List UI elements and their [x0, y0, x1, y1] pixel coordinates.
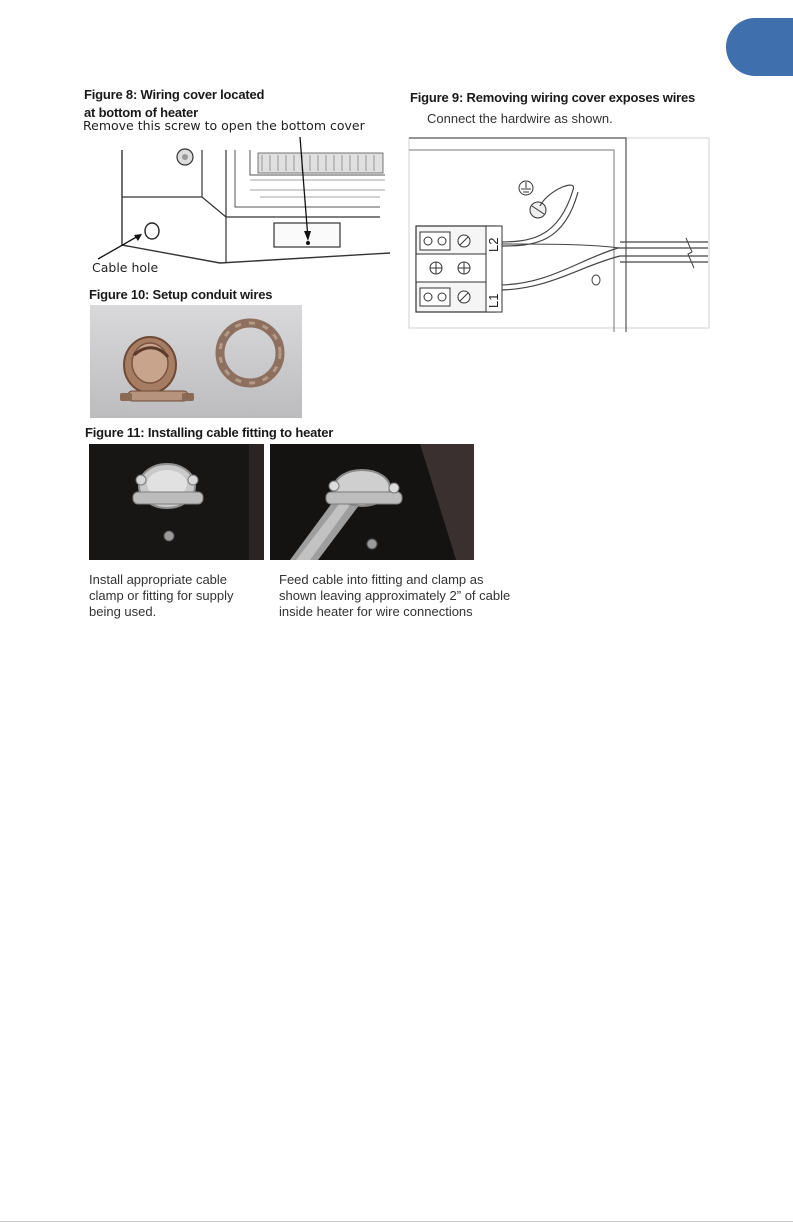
figure-11-photo-left: [89, 444, 264, 560]
figure-10-title: Figure 10: Setup conduit wires: [89, 287, 273, 302]
figure-8-title-line1: Figure 8: Wiring cover located: [84, 87, 265, 102]
figure-9-wiring-diagram: [408, 130, 712, 332]
caption-right-line-3: inside heater for wire connections: [279, 604, 473, 619]
figure-11-caption-right: [279, 572, 510, 620]
figure-8-title: [84, 87, 264, 120]
screw-note: Remove this screw to open the bottom cover: [83, 118, 365, 133]
caption-left-line-3: being used.: [89, 604, 157, 619]
figure-8-heater-illustration: [90, 135, 390, 275]
terminal-l1-label: L1: [486, 293, 501, 308]
figure-11-photo-right: [270, 444, 474, 560]
figure-9-subtitle: Connect the hardwire as shown.: [427, 111, 613, 126]
section-tab: [726, 18, 793, 76]
figure-11-caption-left: [89, 572, 234, 620]
caption-left-line-2: clamp or fitting for supply: [89, 588, 234, 603]
cable-hole-label: Cable hole: [92, 260, 159, 275]
figure-11-title: Figure 11: Installing cable fitting to heater: [85, 425, 334, 440]
figure-10-photo: [90, 305, 302, 418]
terminal-l2-label: L2: [486, 237, 501, 252]
figure-9-title: Figure 9: Removing wiring cover exposes wires: [410, 90, 696, 105]
caption-left-line-1: Install appropriate cable: [89, 572, 228, 587]
figure-8-title-line2: at bottom of heater: [84, 105, 198, 120]
caption-right-line-1: Feed cable into fitting and clamp as: [279, 572, 484, 587]
page-bottom-rule: [0, 1221, 793, 1222]
caption-right-line-2: shown leaving approximately 2” of cable: [279, 588, 511, 603]
